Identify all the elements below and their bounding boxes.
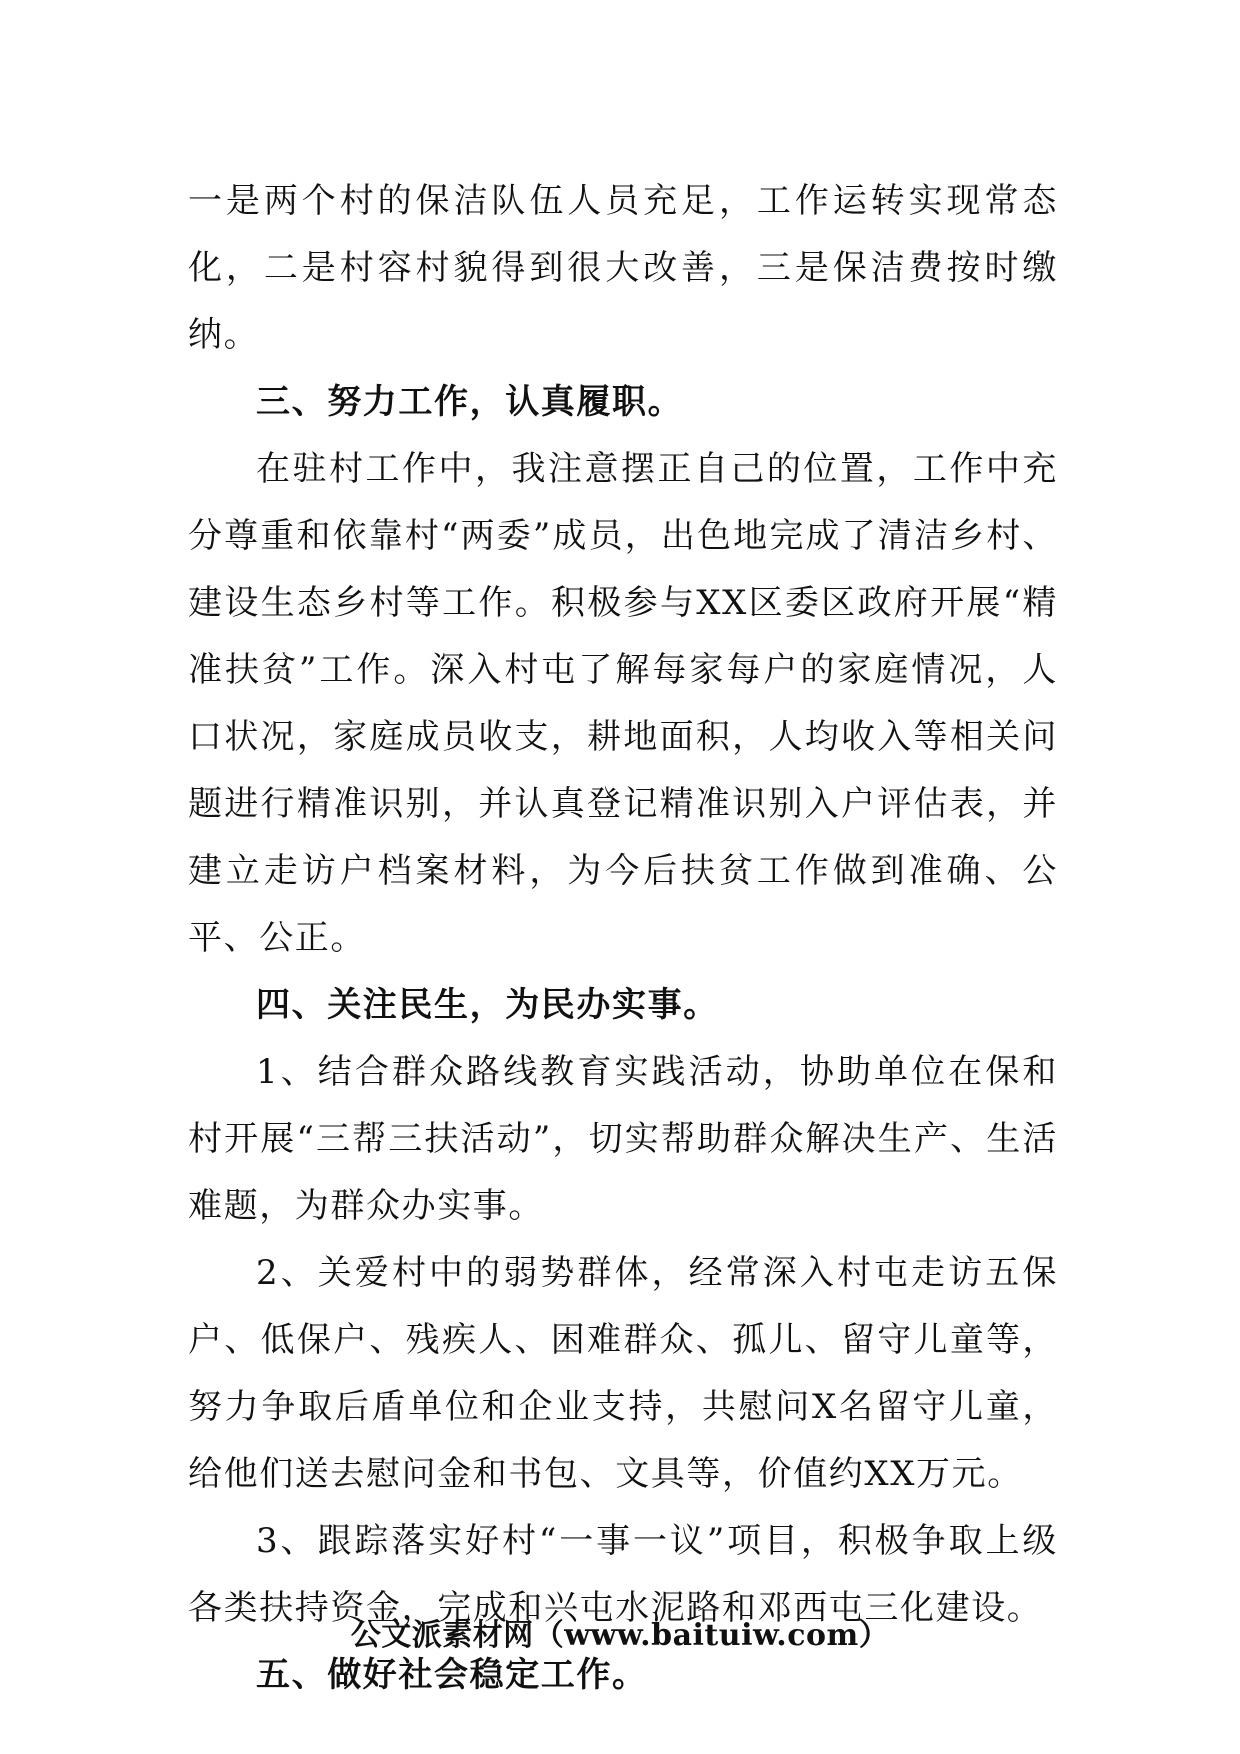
paragraph-village-work: 在驻村工作中，我注意摆正自己的位置，工作中充分尊重和依靠村“两委”成员，出色地完成了清洁乡村、建设生态乡村等工作。积极参与XX区委区政府开展“精准扶贫”工作。深入村屯了解每家每户的家庭情况，人口状况，家庭成员收支，耕地面积，人均收入等相关问题进行精准识别，并认真登记精准识别入户评估表，并建立走访户档案材料，为今后扶贫工作做到准确、公平、公正。 [188,449,1058,958]
page-footer-watermark: 公文派素材网（www.baituiw.com） [350,1618,890,1653]
section-heading-five: 五、做好社会稳定工作。 [256,1655,648,1695]
section-heading-four: 四、关注民生，为民办实事。 [256,985,719,1025]
paragraph-cleaning-results: 一是两个村的保洁队伍人员充足，工作运转实现常态化，二是村容村貌得到很大改善，三是保洁费按时缴纳。 [188,181,1058,355]
document-body [188,168,1058,1709]
paragraph-item-3: 3、跟踪落实好村“一事一议”项目，积极争取上级各类扶持资金，完成和兴屯水泥路和邓西屯三化建设。 [188,1521,1058,1628]
paragraph-item-1: 1、结合群众路线教育实践活动，协助单位在保和村开展“三帮三扶活动”，切实帮助群众解决生产、生活难题，为群众办实事。 [188,1052,1058,1226]
paragraph-item-2: 2、关爱村中的弱势群体，经常深入村屯走访五保户、低保户、残疾人、困难群众、孤儿、留守儿童等，努力争取后盾单位和企业支持，共慰问X名留守儿童，给他们送去慰问金和书包、文具等，价值约XX万元。 [188,1253,1058,1494]
section-heading-three: 三、努力工作，认真履职。 [256,382,684,422]
